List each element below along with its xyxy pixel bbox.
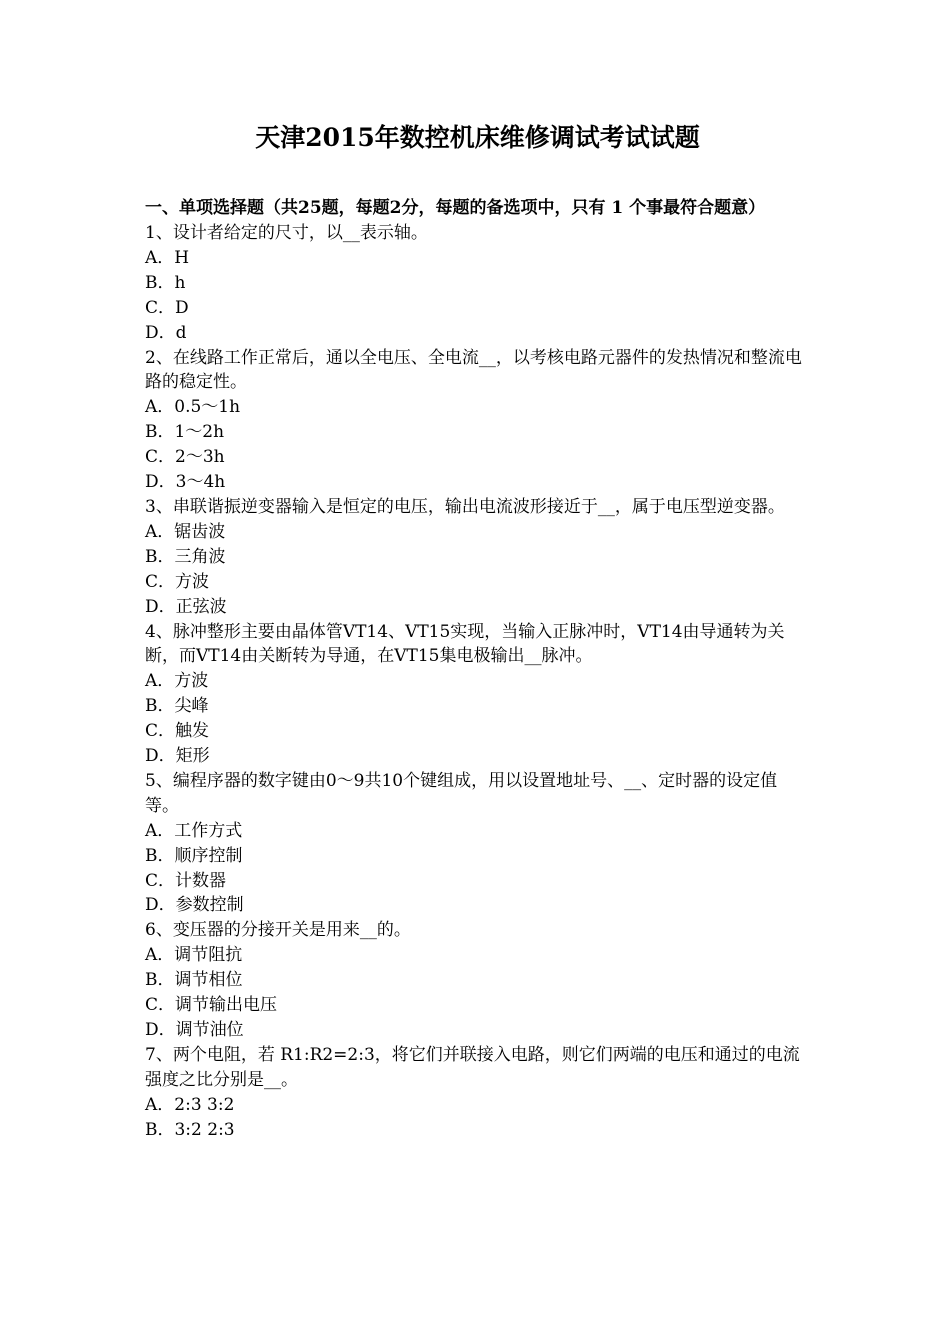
option-d: D．参数控制 xyxy=(145,895,244,916)
document-title: 天津2015年数控机床维修调试考试试题 xyxy=(255,123,700,152)
question-stem: 5、编程序器的数字键由0～9共10个键组成，用以设置地址号、__、定时器的设定值等。 xyxy=(145,770,778,816)
question-1 xyxy=(145,221,810,346)
question-stem: 6、变压器的分接开关是用来__的。 xyxy=(145,920,411,941)
question-7 xyxy=(145,1043,810,1143)
question-stem: 2、在线路工作正常后，通以全电压、全电流__，以考核电路元器件的发热情况和整流电路的稳定性。 xyxy=(145,347,802,393)
option-d: D．3～4h xyxy=(145,472,226,493)
option-c: C．2～3h xyxy=(145,447,225,468)
question-stem: 1、设计者给定的尺寸，以__表示轴。 xyxy=(145,223,428,243)
option-a: A．锯齿波 xyxy=(145,521,226,542)
option-c: C．D xyxy=(145,297,189,318)
question-stem: 3、串联谐振逆变器输入是恒定的电压，输出电流波形接近于__，属于电压型逆变器。 xyxy=(145,496,785,517)
option-b: B．顺序控制 xyxy=(145,845,243,866)
option-a: A．2:3 3:2 xyxy=(145,1094,235,1115)
option-b: B．调节相位 xyxy=(145,970,243,991)
option-c: C．调节输出电压 xyxy=(145,995,278,1016)
question-2 xyxy=(145,346,810,495)
option-a: A．调节阻抗 xyxy=(145,945,243,966)
option-c: C．触发 xyxy=(145,721,210,742)
option-b: B．h xyxy=(145,272,186,293)
option-a: A．工作方式 xyxy=(145,820,243,841)
option-d: D．d xyxy=(145,322,187,343)
option-d: D．正弦波 xyxy=(145,596,227,617)
question-stem: 7、两个电阻，若 R1:R2=2:3，将它们并联接入电路，则它们两端的电压和通过的电流强度之比分别是__。 xyxy=(145,1044,800,1090)
option-b: B．尖峰 xyxy=(145,696,209,717)
section-header: 一、单项选择题（共25题，每题2分，每题的备选项中，只有 1 个事最符合题意） xyxy=(145,198,766,218)
question-6 xyxy=(145,918,810,1043)
option-c: C．计数器 xyxy=(145,870,227,891)
question-3 xyxy=(145,495,810,620)
option-b: B．3:2 2:3 xyxy=(145,1119,235,1140)
option-b: B．1～2h xyxy=(145,422,225,443)
document-page xyxy=(145,118,810,1143)
question-4 xyxy=(145,620,810,769)
option-a: A．0.5～1h xyxy=(145,397,241,418)
option-a: A．方波 xyxy=(145,671,209,692)
option-b: B．三角波 xyxy=(145,546,226,567)
option-a: A．H xyxy=(145,247,190,268)
question-5 xyxy=(145,769,810,918)
option-d: D．矩形 xyxy=(145,746,210,767)
option-d: D．调节油位 xyxy=(145,1020,244,1040)
question-stem: 4、脉冲整形主要由晶体管VT14、VT15实现，当输入正脉冲时，VT14由导通转为关断，而VT14由关断转为导通，在VT15集电极输出__脉冲。 xyxy=(145,621,785,667)
option-c: C．方波 xyxy=(145,571,210,592)
